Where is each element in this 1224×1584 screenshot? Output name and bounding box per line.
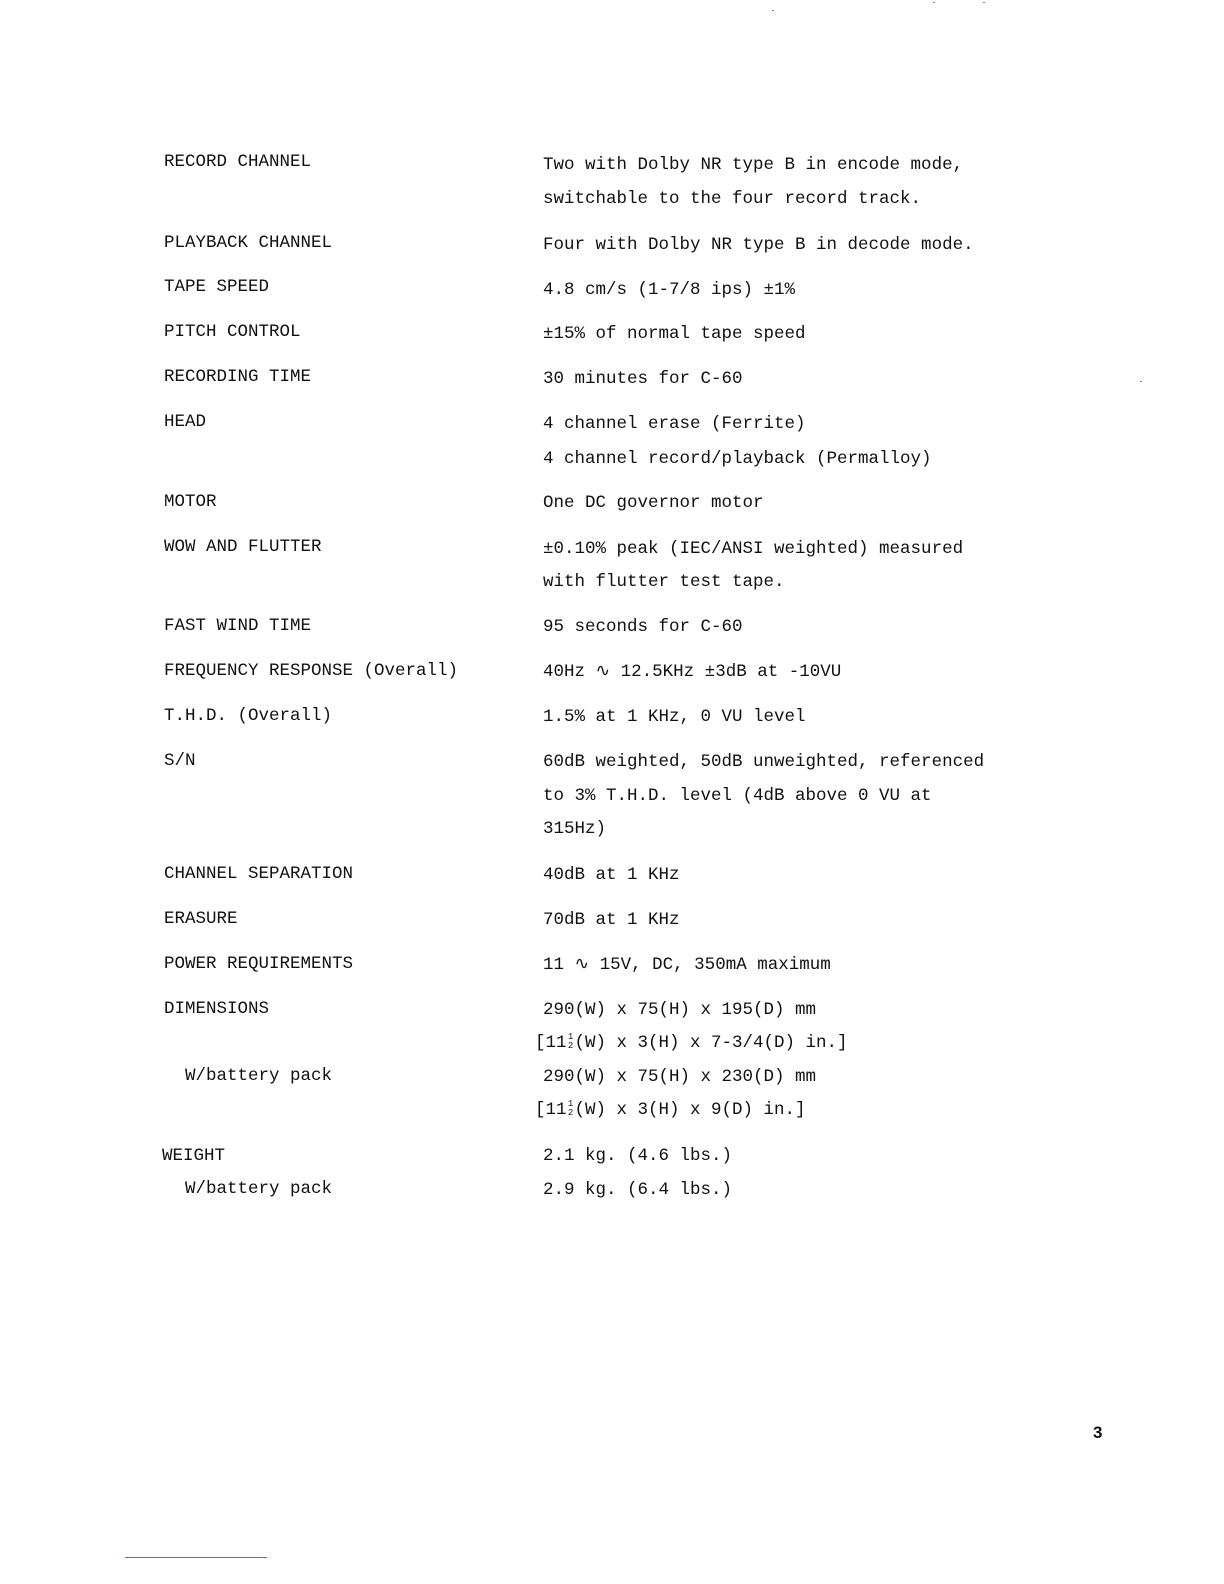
- scan-speck: [933, 2, 935, 3]
- head-value-line2: 4 channel record/playback (Permalloy): [543, 449, 932, 469]
- dimensions-inch-prefix: [11: [535, 1033, 567, 1053]
- channel-separation-value: 40dB at 1 KHz: [543, 865, 680, 885]
- sn-value-line2: to 3% T.H.D. level (4dB above 0 VU at: [543, 786, 932, 806]
- scan-speck: [1140, 381, 1142, 382]
- record-channel-value-line2: switchable to the four record track.: [543, 189, 922, 209]
- page-number: 3: [1093, 1423, 1103, 1442]
- frequency-response-value: 40Hz ∿ 12.5KHz ±3dB at -10VU: [543, 662, 842, 682]
- weight-value: 2.1 kg. (4.6 lbs.): [543, 1146, 733, 1166]
- dimensions-battery-inch-suffix: (W) x 3(H) x 9(D) in.]: [574, 1100, 806, 1120]
- thd-label: T.H.D. (Overall): [164, 706, 333, 726]
- record-channel-label: RECORD CHANNEL: [164, 152, 312, 172]
- weight-label: WEIGHT: [162, 1146, 226, 1166]
- record-channel-value-line1: Two with Dolby NR type B in encode mode,: [543, 155, 964, 175]
- recording-time-value: 30 minutes for C-60: [543, 369, 743, 389]
- motor-value: One DC governor motor: [543, 493, 764, 513]
- tape-speed-label: TAPE SPEED: [164, 277, 270, 297]
- bottom-rule-line: [125, 1557, 267, 1558]
- power-requirements-label: POWER REQUIREMENTS: [164, 954, 354, 974]
- sn-value-line3: 315Hz): [543, 819, 607, 839]
- motor-label: MOTOR: [164, 492, 217, 512]
- head-value-line1: 4 channel erase (Ferrite): [543, 414, 806, 434]
- scan-speck: [772, 10, 774, 11]
- weight-battery-value: 2.9 kg. (6.4 lbs.): [543, 1180, 733, 1200]
- scan-speck: [983, 2, 985, 3]
- wow-flutter-value-line1: ±0.10% peak (IEC/ANSI weighted) measured: [543, 539, 964, 559]
- tape-speed-value: 4.8 cm/s (1-7/8 ips) ±1%: [543, 280, 796, 300]
- recording-time-label: RECORDING TIME: [164, 367, 312, 387]
- dimensions-value-line1: 290(W) x 75(H) x 195(D) mm: [543, 1000, 817, 1020]
- pitch-control-value: ±15% of normal tape speed: [543, 324, 806, 344]
- dimensions-battery-label: W/battery pack: [185, 1066, 333, 1086]
- playback-channel-value: Four with Dolby NR type B in decode mode.: [543, 235, 974, 255]
- playback-channel-label: PLAYBACK CHANNEL: [164, 233, 333, 253]
- dimensions-battery-inch-prefix: [11: [535, 1100, 567, 1120]
- dimensions-inch-suffix: (W) x 3(H) x 7-3/4(D) in.]: [574, 1033, 848, 1053]
- wow-flutter-label: WOW AND FLUTTER: [164, 537, 322, 557]
- dimensions-battery-value-line2: [535, 1099, 806, 1121]
- pitch-control-label: PITCH CONTROL: [164, 322, 301, 342]
- channel-separation-label: CHANNEL SEPARATION: [164, 864, 354, 884]
- wow-flutter-value-line2: with flutter test tape.: [543, 572, 785, 592]
- head-label: HEAD: [164, 412, 207, 432]
- half-fraction: [567, 1100, 575, 1118]
- weight-battery-label: W/battery pack: [185, 1179, 333, 1199]
- fraction-numerator: 1: [567, 1032, 574, 1043]
- dimensions-value-line2: [535, 1032, 848, 1054]
- fraction-denominator: 2: [567, 1108, 574, 1119]
- thd-value: 1.5% at 1 KHz, 0 VU level: [543, 707, 806, 727]
- dimensions-battery-value-line1: 290(W) x 75(H) x 230(D) mm: [543, 1067, 817, 1087]
- dimensions-label: DIMENSIONS: [164, 999, 270, 1019]
- frequency-response-label: FREQUENCY RESPONSE (Overall): [164, 661, 459, 681]
- fraction-denominator: 2: [567, 1041, 574, 1052]
- fraction-numerator: 1: [567, 1099, 574, 1110]
- fast-wind-label: FAST WIND TIME: [164, 616, 312, 636]
- fast-wind-value: 95 seconds for C-60: [543, 617, 743, 637]
- erasure-label: ERASURE: [164, 909, 238, 929]
- erasure-value: 70dB at 1 KHz: [543, 910, 680, 930]
- sn-label: S/N: [164, 751, 196, 771]
- half-fraction: [567, 1033, 575, 1051]
- sn-value-line1: 60dB weighted, 50dB unweighted, referenced: [543, 752, 985, 772]
- power-requirements-value: 11 ∿ 15V, DC, 350mA maximum: [543, 955, 831, 975]
